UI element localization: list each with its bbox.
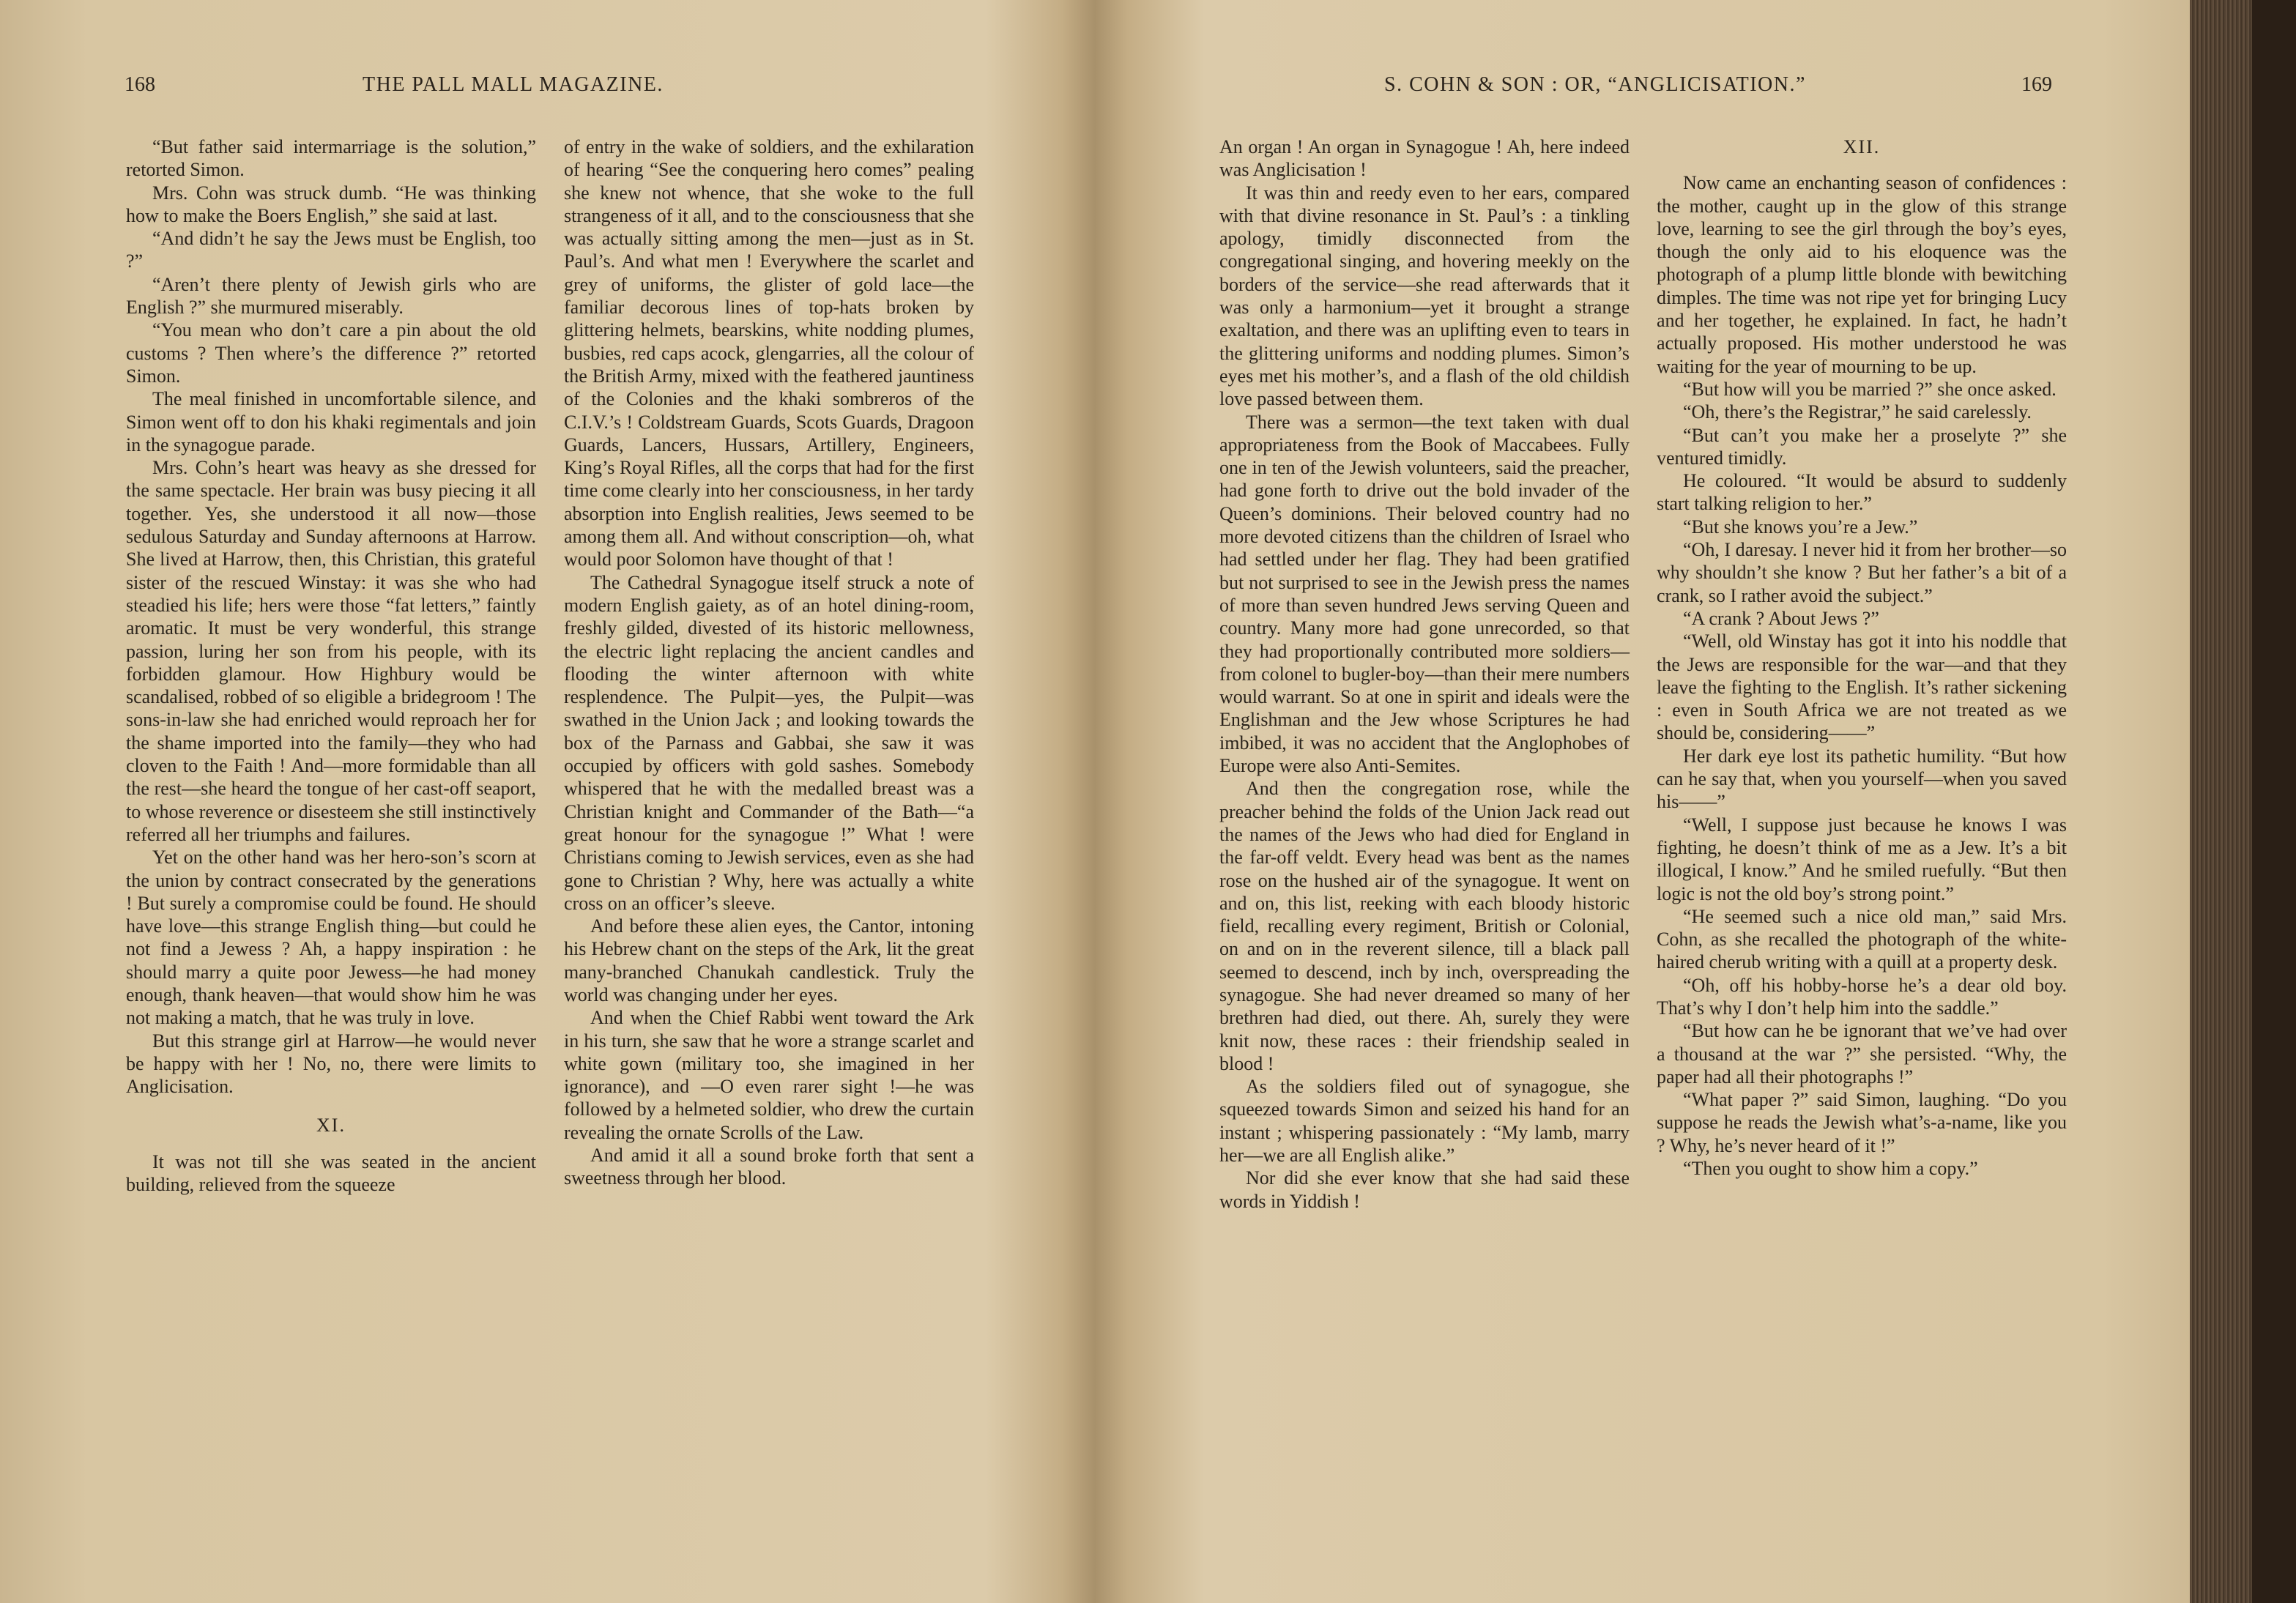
paragraph: It was not till she was seated in the ancient building, relieved from the squeeze (126, 1150, 536, 1196)
paragraph: But this strange girl at Harrow—he would never be happy with her ! No, no, there were limits to Anglicisation. (126, 1030, 536, 1098)
paragraph: As the soldiers filed out of synagogue, she squeezed towards Simon and seized his hand for an instant ; whispering passionately : “My lamb, marry her—we are all English alike.” (1219, 1076, 1630, 1167)
paragraph: “Oh, off his hobby-horse he’s a dear old boy. That’s why I don’t help him into the saddle.” (1657, 974, 2067, 1019)
right-column-1 (1219, 135, 1630, 1213)
running-head-left: THE PALL MALL MAGAZINE. (363, 73, 664, 96)
paragraph: “A crank ? About Jews ?” (1683, 607, 1879, 629)
section-heading-xi: XI. (316, 1115, 346, 1137)
paragraph: “Well, old Winstay has got it into his noddle that the Jews are responsible for the war—and that they leave the fighting to the English. It’s rather sickening : even in South Africa we are not treated as we should be, considering——” (1657, 631, 2067, 744)
paragraph: Now came an enchanting season of confidences : the mother, caught up in the glow of this strange love, learning to see the girl through the boy’s eyes, though the only aid to his eloquence was the photograph of a plump little blonde with bewitching dimples. The time was not ripe yet for bringing Lucy and her together, he explained. In fact, he hadn’t actually proposed. His mother understood he was waiting for the year of mourning to be up. (1657, 172, 2067, 377)
paragraph: “Well, I suppose just because he knows I was fighting, he doesn’t think of me as a Jew. It’s a bit illogical, I know.” And he smiled ruefully. “But then logic is not the old boy’s strong point.” (1657, 814, 2067, 904)
paragraph: “But can’t you make her a proselyte ?” she ventured timidly. (1657, 424, 2067, 469)
paragraph: “But how will you be married ?” she once asked. (1683, 378, 2057, 400)
paragraph: “He seemed such a nice old man,” said Mrs. Cohn, as she recalled the photograph of the white-haired cherub writing with a quill at a property desk. (1657, 905, 2067, 973)
running-head-right: S. COHN & SON : OR, “ANGLICISATION.” (1384, 73, 1806, 96)
paragraph: Her dark eye lost its pathetic humility. “But how can he say that, when you yourself—when you saved his——” (1657, 745, 2067, 813)
paragraph: There was a sermon—the text taken with dual appropriateness from the Book of Maccabees. Fully one in ten of the Jewish volunteers, said the preacher, had gone forth to drive out the bold invader of the Queen’s dominions. Their beloved country had no more devoted citizens than the children of Israel who had settled under her flag. They had been gratified but not surprised to see in the Jewish press the names of more than seven hundred Jews serving Queen and country. Many more had gone unrecorded, so that they had proportionally contributed more soldiers—from colonel to bugler-boy—than their mere numbers would warrant. So at one in spirit and ideals were the Englishman and the Jew whose Scriptures he had imbibed, it was no accident that the Anglophobes of Europe were also Anti-Semites. (1219, 411, 1630, 777)
paragraph: The Cathedral Synagogue itself struck a note of modern English gaiety, as of an hotel dining-room, freshly gilded, divested of its historic mellowness, the electric light replacing the ancient candles and flooding the winter afternoon with white resplendence. The Pulpit—yes, the Pulpit—was swathed in the Union Jack ; and looking towards the box of the Parnass and Gabbai, she saw it was occupied by officers with gold sashes. Somebody whispered that he with the medalled breast was a Christian knight and Commander of the Bath—“a great honour for the synagogue !” What ! were Christians coming to Jewish services, even as she had gone to Christian ? Why, here was actually a white cross on an officer’s sleeve. (564, 571, 974, 914)
paragraph: It was thin and reedy even to her ears, compared with that divine resonance in St. Paul’s : a tinkling apology, timidly disconnected from the congregational singing, and hovering meekly on the borders of the service—she read afterwards that it was only a harmonium—yet it brought a strange exaltation, and there was an uplifting even to tears in the glittering uniforms and nodding plumes. Simon’s eyes met his mother’s, and a flash of the old childish love passed between them. (1219, 182, 1630, 410)
paragraph: Nor did she ever know that she had said these words in Yiddish ! (1219, 1167, 1630, 1212)
paragraph: He coloured. “It would be absurd to suddenly start talking religion to her.” (1657, 470, 2067, 515)
paragraph: “But father said intermarriage is the solution,” retorted Simon. (126, 136, 536, 181)
paragraph: And before these alien eyes, the Cantor, intoning his Hebrew chant on the steps of the Ark, lit the great many-branched Chanukah candlestick. Truly the world was changing under her eyes. (564, 915, 974, 1005)
paragraph: Yet on the other hand was her hero-son’s scorn at the union by contract consecrated by the generations ! But surely a compromise could be found. He should have love—this strange English thing—but could he not find a Jewess ? Ah, a happy inspiration : he should marry a quite poor Jewess—he had money enough, thank heaven—that would show him he was not making a match, that he was truly in love. (126, 847, 536, 1029)
paragraph: “And didn’t he say the Jews must be English, too ?” (126, 228, 536, 272)
left-column-1 (126, 135, 536, 1196)
paragraph: “Then you ought to show him a copy.” (1683, 1158, 1978, 1180)
paragraph: “Oh, I daresay. I never hid it from her brother—so why shouldn’t she know ? But her father’s a bit of a crank, so I rather avoid the subject.” (1657, 539, 2067, 606)
book-page-edges (2190, 0, 2296, 1603)
right-page (1106, 0, 2190, 1603)
paragraph: Mrs. Cohn’s heart was heavy as she dressed for the same spectacle. Her brain was busy piecing it all together. Yes, she understood it all now—those sedulous Saturday and Sunday afternoons at Harrow. She lived at Harrow, then, this Christian, this grateful sister of the rescued Winstay: it was she who had steadied his life; hers were those “fat letters,” faintly aromatic. It must be very wonderful, this strange passion, luring her son from his people, with its forbidden glamour. How Highbury would be scandalised, robbed of so eligible a bridegroom ! The sons-in-law she had enriched would reproach her for the shame imported into the family—they who had cloven to the Faith ! And—more formidable than all the rest—she heard the tongue of her cast-off seaport, to whose reverence or disesteem she still instinctively referred all her triumphs and failures. (126, 457, 536, 845)
paragraph: “Oh, there’s the Registrar,” he said carelessly. (1683, 401, 2032, 423)
paragraph: An organ ! An organ in Synagogue ! Ah, here indeed was Anglicisation ! (1219, 136, 1630, 181)
paragraph: of entry in the wake of soldiers, and the exhilaration of hearing “See the conquering hero comes” pealing she knew not whence, that she woke to the full strangeness of it all, and to the consciousness that she was actually sitting among the men—just as in St. Paul’s. And what men ! Everywhere the scarlet and grey of uniforms, the glister of gold lace—the familiar decorous lines of top-hats broken by glittering helmets, bearskins, white nodding plumes, busbies, red caps acock, glengarries, all the colour of the British Army, mixed with the feathered jauntiness of the Colonies and the khaki sombreros of the C.I.V.’s ! Coldstream Guards, Scots Guards, Dragoon Guards, Lancers, Hussars, Artillery, Engineers, King’s Royal Rifles, all the corps that had for the first time come clearly into her consciousness, in her tardy absorption into English realities, Jews seemed to be among them all. And without conscription—oh, what would poor Solomon have thought of that ! (564, 136, 974, 570)
paragraph: And amid it all a sound broke forth that sent a sweetness through her blood. (564, 1145, 974, 1189)
paragraph: Mrs. Cohn was struck dumb. “He was thinking how to make the Boers English,” she said at last. (126, 182, 536, 226)
paragraph: The meal finished in uncomfortable silence, and Simon went off to don his khaki regimentals and join in the synagogue parade. (126, 388, 536, 455)
page-number-right: 169 (2021, 73, 2052, 96)
paragraph: “What paper ?” said Simon, laughing. “Do you suppose he reads the Jewish what’s-a-name, like you ? Why, he’s never heard of it !” (1657, 1089, 2067, 1156)
section-heading-xii: XII. (1843, 136, 1881, 157)
paragraph: “Aren’t there plenty of Jewish girls who are English ?” she murmured miserably. (126, 273, 536, 319)
right-column-2 (1657, 135, 2067, 1180)
left-page (0, 0, 1084, 1603)
paragraph: “You mean who don’t care a pin about the old customs ? Then where’s the difference ?” retorted Simon. (126, 319, 536, 387)
left-column-2 (564, 135, 974, 1190)
paragraph: And when the Chief Rabbi went toward the Ark in his turn, she saw that he wore a strange scarlet and white gown (military too, she imagined in her ignorance), and —O even rarer sight !—he was followed by a helmeted soldier, who drew the curtain revealing the ornate Scrolls of the Law. (564, 1007, 974, 1143)
paragraph: “But she knows you’re a Jew.” (1683, 516, 1918, 538)
page-number-left: 168 (125, 73, 155, 96)
paragraph: “But how can he be ignorant that we’ve had over a thousand at the war ?” she persisted. “Why, the paper had all their photographs !” (1657, 1020, 2067, 1087)
paragraph: And then the congregation rose, while the preacher behind the folds of the Union Jack read out the names of the Jews who had died for England in the far-off veldt. Every head was bent as the names rose on the hushed air of the synagogue. It went on and on, this list, reeking with each bloody historic field, recalling every regiment, British or Colonial, on and on in the reverent silence, till a black pall seemed to descend, inch by inch, overspreading the synagogue. She had never dreamed so many of her brethren had died, out there. Ah, surely they were knit now, these races : their friendship sealed in blood ! (1219, 778, 1630, 1074)
